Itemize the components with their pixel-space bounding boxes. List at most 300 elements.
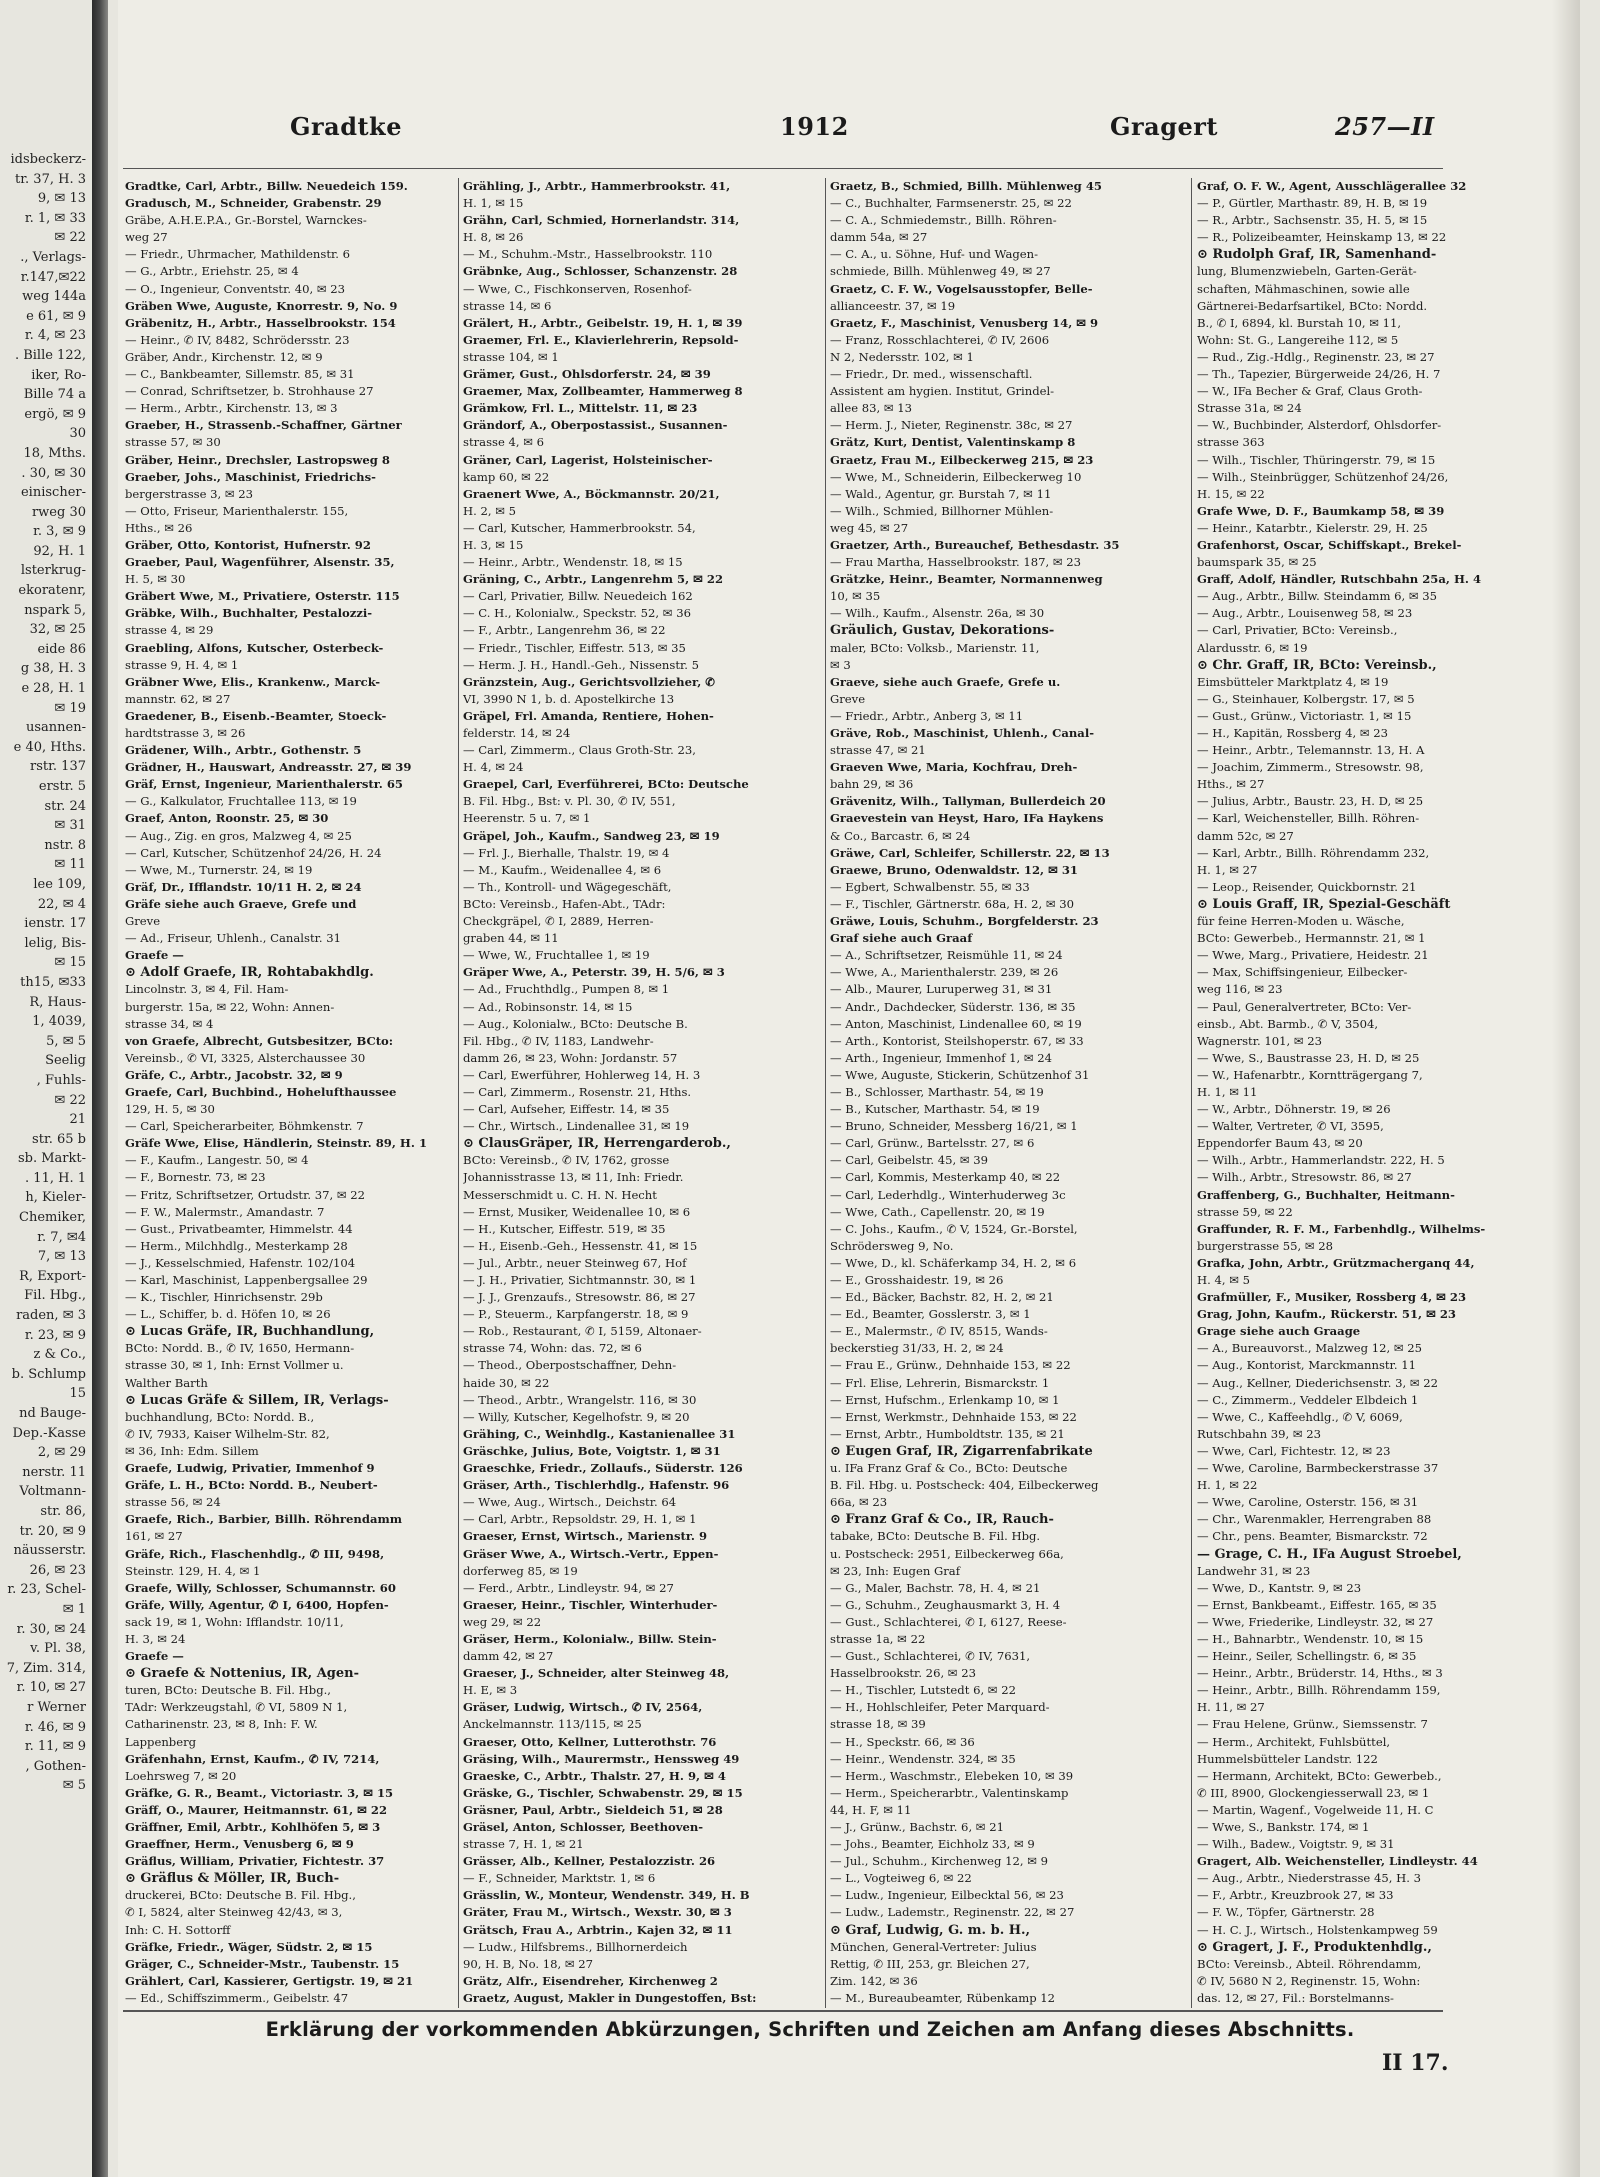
directory-entry: ⊙ Louis Graff, IR, Spezial-Geschäft — [1197, 896, 1451, 912]
directory-entry: Lappenberg — [125, 1734, 197, 1749]
directory-entry: — F., Bornestr. 73, ✉ 23 — [125, 1170, 266, 1185]
directory-entry: — Carl, Aufseher, Eiffestr. 14, ✉ 35 — [463, 1102, 670, 1117]
directory-entry: — Wwe, Friederike, Lindleystr. 32, ✉ 27 — [1197, 1614, 1434, 1629]
directory-entry: Graetz, Frau M., Eilbeckerweg 215, ✉ 23 — [830, 452, 1094, 467]
directory-entry: — Wwe, Marg., Privatiere, Heidestr. 21 — [1197, 948, 1429, 963]
prev-page-fragment: rweg 30 — [31, 504, 86, 520]
directory-entry: — Aug., Arbtr., Louisenweg 58, ✉ 23 — [1197, 606, 1413, 621]
directory-entry: Gräfe, L. H., BCto: Nordd. B., Neubert- — [125, 1478, 378, 1493]
prev-page-fragment: tr. 37, H. 3 — [15, 171, 86, 187]
abbreviation-note: Erklärung der vorkommenden Abkürzungen, Schriften und Zeichen am Anfang dieses Abschnitts. — [265, 2018, 1355, 2041]
directory-entry: weg 27 — [125, 230, 168, 245]
directory-entry: ✆ III, 8900, Glockengiesserwall 23, ✉ 1 — [1197, 1785, 1430, 1800]
directory-entry: Graef, Anton, Roonstr. 25, ✉ 30 — [125, 811, 329, 826]
directory-entry: Graffunder, R. F. M., Farbenhdlg., Wilhelms- — [1197, 1221, 1486, 1236]
directory-entry: schmiede, Billh. Mühlenweg 49, ✉ 27 — [830, 264, 1051, 279]
directory-entry: allee 83, ✉ 13 — [830, 401, 913, 416]
prev-page-fragment: sb. Markt- — [17, 1151, 86, 1167]
directory-entry: ✆ IV, 7933, Kaiser Wilhelm-Str. 82, — [125, 1426, 330, 1441]
prev-page-fragment: r. 7, ✉4 — [37, 1229, 86, 1245]
prev-page-fragment: 32, ✉ 25 — [29, 622, 86, 638]
column-rule — [825, 178, 826, 2008]
directory-entry: Gräpel, Joh., Kaufm., Sandweg 23, ✉ 19 — [463, 828, 720, 843]
directory-entry: Graetzer, Arth., Bureauchef, Bethesdastr. 35 — [830, 537, 1120, 552]
directory-entry: Graf, O. F. W., Agent, Ausschlägerallee 32 — [1197, 179, 1467, 193]
directory-entry: baumspark 35, ✉ 25 — [1197, 555, 1317, 570]
directory-entry: — C. Johs., Kaufm., ✆ V, 1524, Gr.-Borstel, — [830, 1221, 1078, 1236]
directory-entry: — Otto, Friseur, Marienthalerstr. 155, — [125, 503, 349, 518]
directory-entry: Catharinenstr. 23, ✉ 8, Inh: F. W. — [125, 1717, 318, 1732]
directory-entry: — Wwe, Carl, Fichtestr. 12, ✉ 23 — [1197, 1443, 1391, 1458]
section-folio: II 17. — [1382, 2050, 1449, 2076]
directory-entry: Gräpel, Frl. Amanda, Rentiere, Hohen- — [463, 708, 714, 723]
directory-entry: — Carl, Lederhdlg., Winterhuderweg 3c — [830, 1187, 1066, 1202]
directory-entry: ⊙ Eugen Graf, IR, Zigarrenfabrikate — [830, 1443, 1093, 1459]
directory-entry: Grähling, J., Arbtr., Hammerbrookstr. 41, — [463, 179, 731, 193]
directory-entry: — Frau E., Grünw., Dehnhaide 153, ✉ 22 — [830, 1358, 1071, 1373]
directory-entry: — F., Arbtr., Langenrehm 36, ✉ 22 — [463, 623, 666, 638]
directory-entry: — Jul., Arbtr., neuer Steinweg 67, Hof — [463, 1255, 687, 1270]
directory-entry: H. 2, ✉ 5 — [463, 503, 517, 518]
directory-entry: — Heinr., Arbtr., Billh. Röhrendamm 159, — [1197, 1683, 1441, 1698]
directory-entry — [463, 2007, 820, 2008]
directory-entry: kamp 60, ✉ 22 — [463, 469, 550, 484]
directory-entry: — Carl, Kutscher, Schützenhof 24/26, H. 24 — [125, 845, 382, 860]
directory-entry: Graeve, siehe auch Graefe, Grefe u. — [830, 674, 1061, 689]
directory-entry: — Wilh., Schmied, Billhorner Mühlen- — [830, 503, 1054, 518]
prev-page-fragment: r. 11, ✉ 9 — [24, 1739, 86, 1755]
directory-entry: — Wilh., Badew., Voigtstr. 9, ✉ 31 — [1197, 1837, 1395, 1852]
directory-entry: Hasselbrookstr. 26, ✉ 23 — [830, 1666, 976, 1681]
directory-entry: Gräf, Dr., Ifflandstr. 10/11 H. 2, ✉ 24 — [125, 879, 362, 894]
directory-entry: — Theod., Arbtr., Wrangelstr. 116, ✉ 30 — [463, 1392, 697, 1407]
directory-entry: strasse 7, H. 1, ✉ 21 — [463, 1837, 584, 1852]
prev-page-fragment: , Gothen- — [25, 1758, 86, 1774]
directory-entry: Gräffner, Emil, Arbtr., Kohlhöfen 5, ✉ 3 — [125, 1820, 381, 1834]
prev-page-fragment: usannen- — [26, 720, 86, 736]
directory-entry: BCto: Nordd. B., ✆ IV, 1650, Hermann- — [125, 1341, 355, 1356]
directory-entry: VI, 3990 N 1, b. d. Apostelkirche 13 — [463, 691, 675, 706]
directory-entry: — Egbert, Schwalbenstr. 55, ✉ 33 — [830, 879, 1030, 894]
directory-entry: H. 5, ✉ 30 — [125, 572, 186, 587]
directory-entry: — Ernst, Arbtr., Humboldtstr. 135, ✉ 21 — [830, 1426, 1065, 1441]
directory-entry: Grähing, C., Weinhdlg., Kastanienallee 31 — [463, 1426, 736, 1441]
directory-entry: Graefe — — [125, 948, 184, 963]
directory-entry: — Chr., pens. Beamter, Bismarckstr. 72 — [1197, 1529, 1428, 1544]
prev-page-fragment: str. 86, — [40, 1503, 86, 1519]
directory-entry: — H., Hohlschleifer, Peter Marquard- — [830, 1700, 1050, 1715]
directory-entry: — Carl, Kommis, Mesterkamp 40, ✉ 22 — [830, 1170, 1061, 1185]
directory-entry: Gräfke, Friedr., Wäger, Südstr. 2, ✉ 15 — [125, 1939, 373, 1954]
directory-entry: graben 44, ✉ 11 — [463, 931, 559, 946]
prev-page-fragment: ✉ 15 — [54, 955, 86, 971]
directory-entry: Gräben Wwe, Auguste, Knorrestr. 9, No. 9 — [125, 298, 398, 313]
directory-entry: Landwehr 31, ✉ 23 — [1197, 1563, 1311, 1578]
directory-entry: strasse 59, ✉ 22 — [1197, 1204, 1293, 1219]
directory-entry: — Aug., Zig. en gros, Malzweg 4, ✉ 25 — [125, 828, 352, 843]
directory-entry: & Co., Barcastr. 6, ✉ 24 — [830, 828, 971, 843]
directory-entry: — Arth., Kontorist, Steilshoperstr. 67, ✉ 33 — [830, 1033, 1084, 1048]
directory-entry: Graewe, Bruno, Odenwaldstr. 12, ✉ 31 — [830, 862, 1079, 877]
directory-entry: — Carl, Geibelstr. 45, ✉ 39 — [830, 1153, 989, 1168]
directory-entry: H. 4, ✉ 5 — [1197, 1273, 1251, 1287]
directory-entry: — Carl, Kutscher, Hammerbrookstr. 54, — [463, 520, 696, 535]
prev-page-fragment: str. 24 — [44, 798, 86, 814]
directory-entry: Gräwe, Louis, Schuhm., Borgfelderstr. 23 — [830, 914, 1099, 929]
directory-entry: — P., Steuerm., Karpfangerstr. 18, ✉ 9 — [463, 1307, 689, 1322]
directory-entry: — Herm., Milchhdlg., Mesterkamp 28 — [125, 1238, 348, 1253]
directory-entry: Grage siehe auch Graage — [1197, 1324, 1361, 1339]
directory-entry: Grävenitz, Wilh., Tallyman, Bullerdeich 20 — [830, 794, 1106, 809]
directory-entry: Gräber, Heinr., Drechsler, Lastropsweg 8 — [125, 452, 390, 467]
directory-entry: ⊙ Lucas Gräfe, IR, Buchhandlung, — [125, 1324, 375, 1340]
directory-entry: — Arth., Ingenieur, Immenhof 1, ✉ 24 — [830, 1050, 1053, 1065]
directory-entry: strasse 1a, ✉ 22 — [830, 1631, 926, 1646]
directory-entry: Grafka, John, Arbtr., Grützmacherganq 44, — [1197, 1255, 1475, 1270]
directory-entry: H. 4, ✉ 24 — [463, 760, 524, 775]
prev-page-fragment: ✉ 22 — [54, 230, 86, 246]
directory-entry: haide 30, ✉ 22 — [463, 1375, 550, 1390]
directory-entry: Grämkow, Frl. L., Mittelstr. 11, ✉ 23 — [463, 401, 698, 416]
directory-entry: — Wwe, S., Bankstr. 174, ✉ 1 — [1197, 1820, 1370, 1834]
prev-page-fragment: lelig, Bis- — [24, 935, 86, 951]
directory-entry: — G., Kalkulator, Fruchtallee 113, ✉ 19 — [125, 794, 357, 809]
prev-page-fragment: Bille 74 a — [23, 387, 86, 403]
directory-entry: — Rob., Restaurant, ✆ I, 5159, Altonaer- — [463, 1324, 702, 1339]
directory-entry: — Frau Helene, Grünw., Siemssenstr. 7 — [1197, 1717, 1428, 1732]
directory-entry: — Wwe, D., Kantstr. 9, ✉ 23 — [1197, 1580, 1362, 1595]
directory-entry: — C., Bankbeamter, Sillemstr. 85, ✉ 31 — [125, 367, 355, 382]
directory-entry: — B., Schlosser, Marthastr. 54, ✉ 19 — [830, 1084, 1044, 1099]
prev-page-fragment: rstr. 137 — [30, 759, 86, 775]
directory-entry: — J. H., Privatier, Sichtmannstr. 30, ✉ 1 — [463, 1273, 697, 1287]
prev-page-fragment: nd Bauge- — [19, 1406, 86, 1421]
prev-page-fragment: Dep.-Kasse — [12, 1425, 86, 1441]
directory-entry: strasse 18, ✉ 39 — [830, 1717, 926, 1732]
directory-entry: München, General-Vertreter: Julius — [830, 1939, 1037, 1954]
directory-entry: — Wwe, Aug., Wirtsch., Deichstr. 64 — [463, 1495, 677, 1510]
directory-entry: — Ad., Fruchthdlg., Pumpen 8, ✉ 1 — [463, 982, 670, 997]
directory-entry: Gräbenitz, H., Arbtr., Hasselbrookstr. 154 — [125, 315, 396, 330]
directory-entry: Gräfe Wwe, Elise, Händlerin, Steinstr. 89, H. 1 — [125, 1136, 428, 1151]
prev-page-fragment: r Werner — [27, 1699, 86, 1715]
directory-entry: — Ernst, Musiker, Weidenallee 10, ✉ 6 — [463, 1204, 691, 1219]
directory-entry: — Heinr., Wendenstr. 324, ✉ 35 — [830, 1751, 1016, 1766]
directory-entry: Gräser, Arth., Tischlerhdlg., Hafenstr. 96 — [463, 1478, 730, 1493]
directory-entry: lung, Blumenzwiebeln, Garten-Gerät- — [1197, 264, 1417, 279]
directory-entry: — Aug., Arbtr., Niederstrasse 45, H. 3 — [1197, 1871, 1421, 1886]
directory-entry: — Ed., Beamter, Gosslerstr. 3, ✉ 1 — [830, 1307, 1031, 1322]
directory-entry: — Jul., Schuhm., Kirchenweg 12, ✉ 9 — [830, 1854, 1049, 1869]
directory-entry: Grätzke, Heinr., Beamter, Normannenweg — [830, 572, 1103, 587]
prev-page-fragment: 9, ✉ 13 — [37, 191, 86, 207]
directory-entry: Grätz, Kurt, Dentist, Valentinskamp 8 — [830, 435, 1076, 450]
directory-entry: — Friedr., Dr. med., wissenschaftl. — [830, 367, 1033, 382]
directory-entry: burgerstrasse 55, ✉ 28 — [1197, 1238, 1334, 1253]
prev-page-fragment: . 11, H. 1 — [25, 1170, 86, 1186]
directory-entry: — Herm. J. H., Handl.-Geh., Nissenstr. 5 — [463, 657, 700, 672]
directory-entry: Graefe, Willy, Schlosser, Schumannstr. 60 — [125, 1580, 396, 1595]
directory-entry: — G., Schuhm., Zeughausmarkt 3, H. 4 — [830, 1597, 1061, 1612]
directory-entry: Wagnerstr. 101, ✉ 23 — [1197, 1033, 1323, 1048]
prev-page-fragment: . 30, ✉ 30 — [21, 465, 86, 481]
directory-entry: damm 52c, ✉ 27 — [1197, 828, 1294, 843]
directory-entry: Eppendorfer Baum 43, ✉ 20 — [1197, 1136, 1363, 1151]
directory-entry: Messerschmidt u. C. H. N. Hecht — [463, 1187, 657, 1202]
directory-entry: — Carl, Ewerführer, Hohlerweg 14, H. 3 — [463, 1067, 701, 1082]
directory-entry: — Wwe, Caroline, Barmbeckerstrasse 37 — [1197, 1461, 1439, 1476]
directory-entry: Anckelmannstr. 113/115, ✉ 25 — [463, 1717, 642, 1732]
directory-entry: — Grage, C. H., IFa August Stroebel, — [1197, 1546, 1462, 1562]
directory-entry: Gräve, Rob., Maschinist, Uhlenh., Canal- — [830, 726, 1095, 740]
directory-entry: Graeber, H., Strassenb.-Schaffner, Gärtner — [125, 418, 402, 433]
directory-entry: Gräff, O., Maurer, Heitmannstr. 61, ✉ 22 — [125, 1802, 388, 1817]
directory-entry: — A., Bureauvorst., Malzweg 12, ✉ 25 — [1197, 1341, 1422, 1356]
directory-entry: Graff, Adolf, Händler, Rutschbahn 25a, H. 4 — [1197, 572, 1482, 587]
prev-page-fragment: nspark 5, — [24, 602, 86, 618]
directory-entry: — Ad., Robinsonstr. 14, ✉ 15 — [463, 999, 633, 1014]
directory-entry: weg 116, ✉ 23 — [1197, 982, 1283, 997]
directory-entry: — Bruno, Schneider, Messberg 16/21, ✉ 1 — [830, 1119, 1078, 1134]
header-first-name: Gradtke — [290, 112, 402, 141]
directory-entry: — J., Grünw., Bachstr. 6, ✉ 21 — [830, 1820, 1004, 1834]
prev-page-fragment: ., Verlags- — [20, 249, 86, 265]
directory-entry: — C., Buchhalter, Farmsenerstr. 25, ✉ 22 — [830, 196, 1072, 211]
directory-entry: 10, ✉ 35 — [830, 589, 881, 604]
directory-entry: — C., Zimmerm., Veddeler Elbdeich 1 — [1197, 1392, 1419, 1407]
prev-page-fragment: r. 30, ✉ 24 — [16, 1621, 86, 1637]
directory-entry: Graeser, Ernst, Wirtsch., Marienstr. 9 — [463, 1529, 708, 1544]
prev-page-fragment: r. 10, ✉ 27 — [16, 1680, 86, 1696]
directory-entry: ✉ 36, Inh: Edm. Sillem — [125, 1443, 259, 1458]
directory-entry: Graepel, Carl, Everführerei, BCto: Deutsche — [463, 777, 749, 792]
directory-entry: — K., Tischler, Hinrichsenstr. 29b — [125, 1290, 323, 1305]
directory-entry: ⊙ Lucas Gräfe & Sillem, IR, Verlags- — [125, 1392, 389, 1408]
directory-entry: Gräf, Ernst, Ingenieur, Marienthalerstr. 65 — [125, 777, 403, 792]
directory-entry: BCto: Vereinsb., Abteil. Röhrendamm, — [1197, 1956, 1422, 1971]
directory-entry: — Theod., Oberpostschaffner, Dehn- — [463, 1358, 677, 1373]
prev-page-fragment: str. 65 b — [32, 1131, 86, 1147]
directory-entry: — M., Kaufm., Weidenallee 4, ✉ 6 — [463, 862, 662, 877]
directory-entry: das. 12, ✉ 27, Fil.: Borstelmanns- — [1197, 1990, 1394, 2005]
directory-entry: — Franz, Rosschlachterei, ✆ IV, 2606 — [830, 332, 1050, 347]
prev-page-fragment: Voltmann- — [19, 1484, 86, 1500]
directory-entry: Gräfke, G. R., Beamt., Victoriastr. 3, ✉ 15 — [125, 1785, 394, 1800]
header-last-name: Gragert — [1110, 112, 1218, 141]
directory-entry: Graeschke, Friedr., Zollaufs., Süderstr. 126 — [463, 1461, 743, 1476]
directory-entry: — Gust., Grünw., Victoriastr. 1, ✉ 15 — [1197, 708, 1412, 723]
prev-page-fragment: Chemiker, — [19, 1210, 86, 1226]
directory-entry: — Wwe, C., Fischkonserven, Rosenhof- — [463, 281, 692, 296]
directory-entry: — Julius, Arbtr., Baustr. 23, H. D, ✉ 25 — [1197, 794, 1424, 809]
prev-page-fragment: Fil. Hbg., — [24, 1288, 86, 1304]
directory-entry: bahn 29, ✉ 36 — [830, 777, 914, 792]
directory-entry: Gräsner, Paul, Arbtr., Sieldeich 51, ✉ 28 — [463, 1802, 723, 1817]
directory-entry: — M., Schuhm.-Mstr., Hasselbrookstr. 110 — [463, 247, 713, 262]
prev-page-fragment: nstr. 8 — [44, 837, 86, 853]
directory-entry: damm 26, ✉ 23, Wohn: Jordanstr. 57 — [463, 1050, 678, 1065]
directory-entry: strasse 104, ✉ 1 — [463, 349, 559, 364]
directory-entry: — L., Schiffer, b. d. Höfen 10, ✉ 26 — [125, 1307, 331, 1322]
directory-entry: Gräfenhahn, Ernst, Kaufm., ✆ IV, 7214, — [125, 1751, 380, 1766]
directory-entry: — Carl, Zimmerm., Claus Groth-Str. 23, — [463, 743, 696, 758]
directory-entry: Gragert, Alb. Weichensteller, Lindleystr. 44 — [1197, 1854, 1478, 1869]
directory-entry: einsb., Abt. Barmb., ✆ V, 3504, — [1197, 1016, 1379, 1031]
directory-entry: — H., Eisenb.-Geh., Hessenstr. 41, ✉ 15 — [463, 1238, 698, 1253]
prev-page-fragment: b. Schlump — [11, 1366, 86, 1382]
directory-entry: Assistent am hygien. Institut, Grindel- — [830, 384, 1055, 399]
directory-entry: — Herm., Speicherarbtr., Valentinskamp — [830, 1785, 1069, 1800]
directory-entry: — Ernst, Bankbeamt., Eiffestr. 165, ✉ 35 — [1197, 1597, 1437, 1612]
directory-entry: — Walter, Vertreter, ✆ VI, 3595, — [1197, 1119, 1384, 1134]
column-4 — [1197, 178, 1552, 2008]
directory-entry: — Ludw., Hilfsbrems., Billhornerdeich — [463, 1939, 688, 1954]
prev-page-fragment: 7, ✉ 13 — [37, 1249, 86, 1265]
directory-entry: Greve — [125, 914, 161, 929]
directory-entry: — Wald., Agentur, gr. Burstah 7, ✉ 11 — [830, 486, 1052, 501]
directory-entry: — Chr., Wirtsch., Lindenallee 31, ✉ 19 — [463, 1119, 690, 1134]
directory-entry: Gradusch, M., Schneider, Grabenstr. 29 — [125, 196, 382, 211]
directory-entry: Grädner, H., Hauswart, Andreasstr. 27, ✉ 39 — [125, 760, 412, 775]
directory-entry: Graevestein van Heyst, Haro, IFa Haykens — [830, 811, 1104, 826]
directory-entry: Greve — [830, 691, 866, 706]
directory-entry: — W., Buchbinder, Alsterdorf, Ohlsdorfer- — [1197, 418, 1442, 433]
prev-page-fragment: weg 144a — [22, 289, 86, 305]
directory-entry: — Wwe, Cath., Capellenstr. 20, ✉ 19 — [830, 1204, 1045, 1219]
directory-entry: — Gust., Privatbeamter, Himmelstr. 44 — [125, 1221, 353, 1236]
directory-entry: — H., Kutscher, Eiffestr. 519, ✉ 35 — [463, 1221, 666, 1236]
directory-entry: strasse 4, ✉ 29 — [125, 623, 214, 638]
directory-entry: Grafmüller, F., Musiker, Rossberg 4, ✉ 23 — [1197, 1290, 1467, 1305]
directory-entry: — Frl. J., Bierhalle, Thalstr. 19, ✉ 4 — [463, 845, 670, 860]
directory-entry: — Herm., Waschmstr., Elebeken 10, ✉ 39 — [830, 1768, 1074, 1783]
directory-entry: — Karl, Arbtr., Billh. Röhrendamm 232, — [1197, 845, 1430, 860]
prev-page-fragment: 5, ✉ 5 — [46, 1033, 86, 1049]
prev-page-fragment: r. 23, ✉ 9 — [24, 1327, 86, 1343]
directory-entry: — Wwe, Auguste, Stickerin, Schützenhof 31 — [830, 1067, 1090, 1082]
directory-entry: bergerstrasse 3, ✉ 23 — [125, 486, 254, 501]
column-rule — [1191, 178, 1192, 2008]
directory-entry: Gradtke, Carl, Arbtr., Billw. Neuedeich 159. — [125, 179, 408, 193]
directory-entry: — J., Kesselschmied, Hafenstr. 102/104 — [125, 1255, 356, 1270]
column-2 — [463, 178, 820, 2008]
directory-entry: — F. W., Töpfer, Gärtnerstr. 28 — [1197, 1905, 1375, 1920]
directory-entry: — Heinr., Arbtr., Brüderstr. 14, Hths., ✉ 3 — [1197, 1666, 1443, 1681]
directory-entry: H. 3, ✉ 15 — [463, 537, 524, 552]
directory-entry: — Ferd., Arbtr., Lindleystr. 94, ✉ 27 — [463, 1580, 674, 1595]
directory-entry: strasse 57, ✉ 30 — [125, 435, 221, 450]
directory-entry: Graeffner, Herm., Venusberg 6, ✉ 9 — [125, 1837, 354, 1852]
directory-entry: Gräfe, Willy, Agentur, ✆ I, 6400, Hopfen- — [125, 1597, 389, 1612]
directory-entry: — L., Vogteiweg 6, ✉ 22 — [830, 1871, 972, 1886]
directory-entry: strasse 74, Wohn: das. 72, ✉ 6 — [463, 1341, 642, 1356]
header-rule — [123, 168, 1443, 169]
directory-entry: Schrödersweg 9, No. — [830, 1238, 954, 1253]
prev-page-fragment: r. 1, ✉ 33 — [24, 210, 86, 226]
directory-entry: 66a, ✉ 23 — [830, 1495, 888, 1510]
running-header — [290, 112, 1445, 152]
directory-entry: — F., Kaufm., Langestr. 50, ✉ 4 — [125, 1153, 309, 1168]
prev-page-fragment: ✉ 22 — [54, 1092, 86, 1108]
directory-entry: BCto: Gewerbeb., Hermannstr. 21, ✉ 1 — [1197, 931, 1426, 946]
directory-entry: Gräbke, Wilh., Buchhalter, Pestalozzi- — [125, 606, 373, 621]
directory-entry: Gräber, Otto, Kontorist, Hufnerstr. 92 — [125, 537, 371, 552]
directory-entry: u. Postscheck: 2951, Eilbeckerweg 66a, — [830, 1546, 1064, 1561]
prev-page-fragment: ✉ 1 — [62, 1601, 86, 1617]
directory-entry: Grässer, Alb., Kellner, Pestalozzistr. 26 — [463, 1854, 716, 1869]
directory-entry: Gräter, Frau M., Wirtsch., Wexstr. 30, ✉ 3 — [463, 1905, 732, 1920]
footer-rule — [123, 2010, 1443, 2012]
directory-entry: ✉ 3 — [830, 657, 851, 672]
prev-page-fragment: 22, ✉ 4 — [37, 896, 86, 912]
prev-page-fragment: , Fuhls- — [36, 1072, 86, 1088]
directory-entry: Graetz, F., Maschinist, Venusberg 14, ✉ 9 — [830, 315, 1099, 330]
directory-entry: — Wwe, D., kl. Schäferkamp 34, H. 2, ✉ 6 — [830, 1255, 1077, 1270]
directory-entry: Gräflus, William, Privatier, Fichtestr. 37 — [125, 1854, 385, 1869]
directory-entry: Gräber, Andr., Kirchenstr. 12, ✉ 9 — [125, 349, 323, 364]
directory-entry: Graemer, Frl. E., Klavierlehrerin, Repsold- — [463, 332, 739, 347]
directory-entry: — Max, Schiffsingenieur, Eilbecker- — [1197, 965, 1408, 980]
prev-page-fragment: ✉ 19 — [54, 700, 86, 716]
directory-entry: Lincolnstr. 3, ✉ 4, Fil. Ham- — [125, 982, 289, 997]
directory-entry: Heerenstr. 5 u. 7, ✉ 1 — [463, 811, 591, 826]
directory-entry: tabake, BCto: Deutsche B. Fil. Hbg. — [830, 1529, 1041, 1544]
directory-entry: H. 15, ✉ 22 — [1197, 486, 1265, 501]
prev-page-fragment: e 40, Hths. — [13, 739, 86, 755]
directory-entry: Gräbert Wwe, M., Privatiere, Osterstr. 115 — [125, 589, 400, 604]
directory-entry: — Carl, Zimmerm., Rosenstr. 21, Hths. — [463, 1084, 692, 1099]
directory-entry: Graetz, C. F. W., Vogelsausstopfer, Belle- — [830, 281, 1093, 296]
directory-entry: Graebling, Alfons, Kutscher, Osterbeck- — [125, 640, 384, 655]
directory-entry: Graeven Wwe, Maria, Kochfrau, Dreh- — [830, 760, 1078, 775]
directory-entry: Wohn: St. G., Langereihe 112, ✉ 5 — [1197, 332, 1399, 347]
prev-page-fragment: R, Export- — [19, 1268, 86, 1284]
directory-entry: — M., Bureaubeamter, Rübenkamp 12 — [830, 1990, 1056, 2005]
directory-entry: — W., Hafenarbtr., Korntträgergang 7, — [1197, 1067, 1423, 1082]
directory-entry: hardtstrasse 3, ✉ 26 — [125, 726, 246, 740]
directory-entry: 90, H. B, No. 18, ✉ 27 — [463, 1956, 594, 1971]
header-year: 1912 — [780, 112, 849, 141]
directory-entry: Graeser, Heinr., Tischler, Winterhuder- — [463, 1597, 718, 1612]
directory-entry: Graffenberg, G., Buchhalter, Heitmann- — [1197, 1187, 1455, 1202]
directory-entry: Grässlin, W., Monteur, Wendenstr. 349, H. B — [463, 1888, 750, 1903]
directory-entry: H. 8, ✉ 26 — [463, 230, 524, 245]
directory-entry: — Friedr., Arbtr., Anberg 3, ✉ 11 — [830, 708, 1024, 723]
directory-entry: Gärtnerei-Bedarfsartikel, BCto: Nordd. — [1197, 298, 1428, 313]
prev-page-fragment: v. Pl. 38, — [30, 1641, 86, 1657]
directory-entry: — P., Gürtler, Marthastr. 89, H. B, ✉ 19 — [1197, 196, 1428, 211]
directory-entry: Graedener, B., Eisenb.-Beamter, Stoeck- — [125, 708, 387, 723]
directory-entry: Inh: C. H. Sottorff — [125, 1922, 231, 1937]
directory-entry: — Heinr., Arbtr., Wendenstr. 18, ✉ 15 — [463, 555, 683, 570]
directory-entry: damm 54a, ✉ 27 — [830, 230, 928, 245]
directory-entry: — Gust., Schlachterei, ✆ I, 6127, Reese- — [830, 1614, 1067, 1629]
directory-entry: — H. C. J., Wirtsch., Holstenkampweg 59 — [1197, 1922, 1438, 1937]
directory-entry: Graeske, C., Arbtr., Thalstr. 27, H. 9, ✉ 4 — [463, 1768, 726, 1783]
directory-entry: — C. A., Schmiedemstr., Billh. Röhren- — [830, 213, 1057, 228]
prev-page-fragment: ✉ 5 — [62, 1778, 86, 1794]
directory-entry: sack 19, ✉ 1, Wohn: Ifflandstr. 10/11, — [125, 1614, 344, 1629]
prev-page-fragment: r. 4, ✉ 23 — [24, 328, 86, 344]
prev-page-fragment: th15, ✉33 — [20, 974, 86, 990]
directory-entry — [125, 2007, 455, 2008]
directory-entry: — C. H., Kolonialw., Speckstr. 52, ✉ 36 — [463, 606, 691, 621]
directory-entry: — Carl, Arbtr., Repsoldstr. 29, H. 1, ✉ 1 — [463, 1512, 697, 1527]
directory-entry: von Graefe, Albrecht, Gutsbesitzer, BCto: — [125, 1033, 394, 1048]
directory-entry: — Wwe, A., Marienthalerstr. 239, ✉ 26 — [830, 965, 1059, 980]
prev-page-fragment: Seelig — [45, 1053, 86, 1069]
directory-entry: strasse 363 — [1197, 435, 1265, 450]
